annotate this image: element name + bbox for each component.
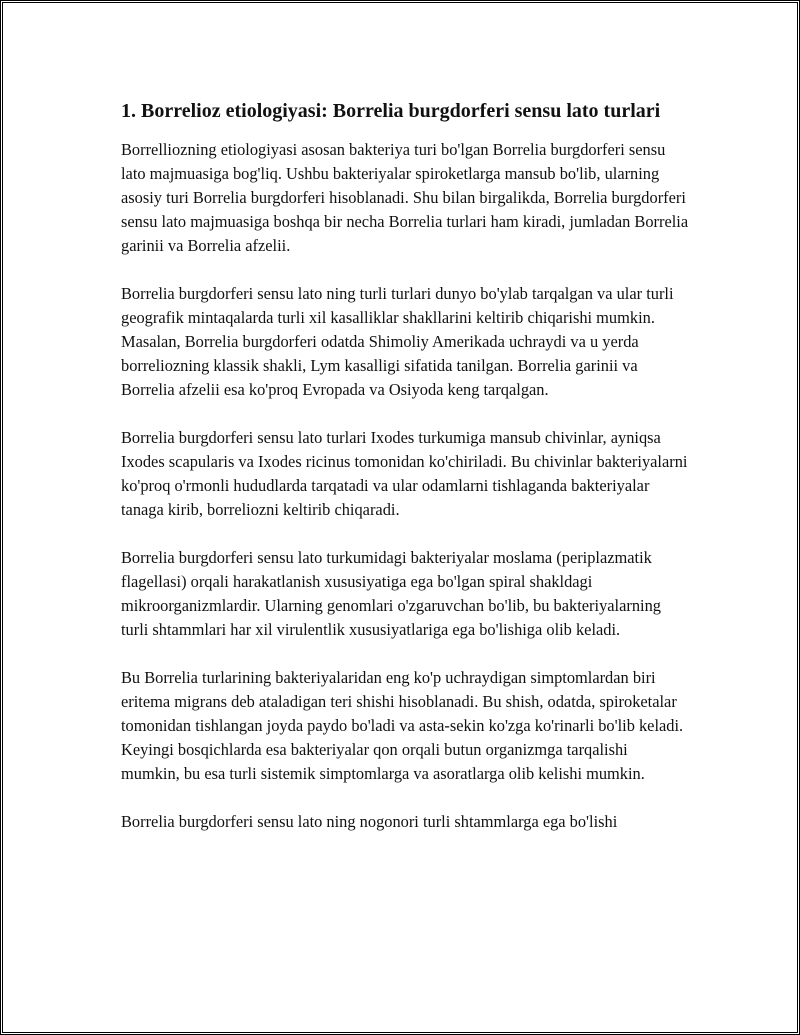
paragraph-2: Borrelia burgdorferi sensu lato ning turli turlari dunyo bo'ylab tarqalgan va ular turli geografik mintaqalarda turli xil kasalliklar shakllarini keltirib chiqarishi mumkin. Masalan, Borrelia burgdorferi odatda Shimoliy Amerikada uchraydi va u yerda borreliozning klassik shakli, Lym kasalligi sifatida tanilgan. Borrelia garinii va Borrelia afzelii esa ko'proq Evropada va Osiyoda keng tarqalgan. <box>121 284 674 399</box>
paragraph-6: Borrelia burgdorferi sensu lato ning nogonori turli shtammlarga ega bo'lishi <box>121 812 618 831</box>
section-title: 1. Borrelioz etiologiyasi: Borrelia burgdorferi sensu lato turlari <box>121 100 661 122</box>
paragraph-3: Borrelia burgdorferi sensu lato turlari Ixodes turkumiga mansub chivinlar, ayniqsa Ixodes scapularis va Ixodes ricinus tomonidan ko'chiriladi. Bu chivinlar bakteriyalarni ko'proq o'rmonli hududlarda tarqatadi va ular odamlarni tishlaganda bakteriyalar tanaga kirib, borreliozni keltirib chiqaradi. <box>121 428 688 519</box>
paragraph-4: Borrelia burgdorferi sensu lato turkumidagi bakteriyalar moslama (periplazmatik flagellasi) orqali harakatlanish xususiyatiga ega bo'lgan spiral shakldagi mikroorganizmlardir. Ularning genomlari o'zgaruvchan bo'lib, bu bakteriyalarning turli shtammlari har xil virulentlik xususiyatlariga ega bo'lishiga olib keladi. <box>121 548 661 639</box>
document-body <box>121 98 689 858</box>
paragraph-5: Bu Borrelia turlarining bakteriyalaridan eng ko'p uchraydigan simptomlardan biri eritema migrans deb ataladigan teri shishi hisoblanadi. Bu shish, odatda, spiroketalar tomonidan tishlangan joyda paydo bo'ladi va asta-sekin ko'zga ko'rinarli bo'lib keladi. Keyingi bosqichlarda esa bakteriyalar qon orqali butun organizmga tarqalishi mumkin, bu esa turli sistemik simptomlarga va asoratlarga olib kelishi mumkin. <box>121 668 684 783</box>
paragraph-1: Borrelliozning etiologiyasi asosan bakteriya turi bo'lgan Borrelia burgdorferi sensu lato majmuasiga bog'liq. Ushbu bakteriyalar spiroketlarga mansub bo'lib, ularning asosiy turi Borrelia burgdorferi hisoblanadi. Shu bilan birgalikda, Borrelia burgdorferi sensu lato majmuasiga boshqa bir necha Borrelia turlari ham kiradi, jumladan Borrelia garinii va Borrelia afzelii. <box>121 140 689 255</box>
